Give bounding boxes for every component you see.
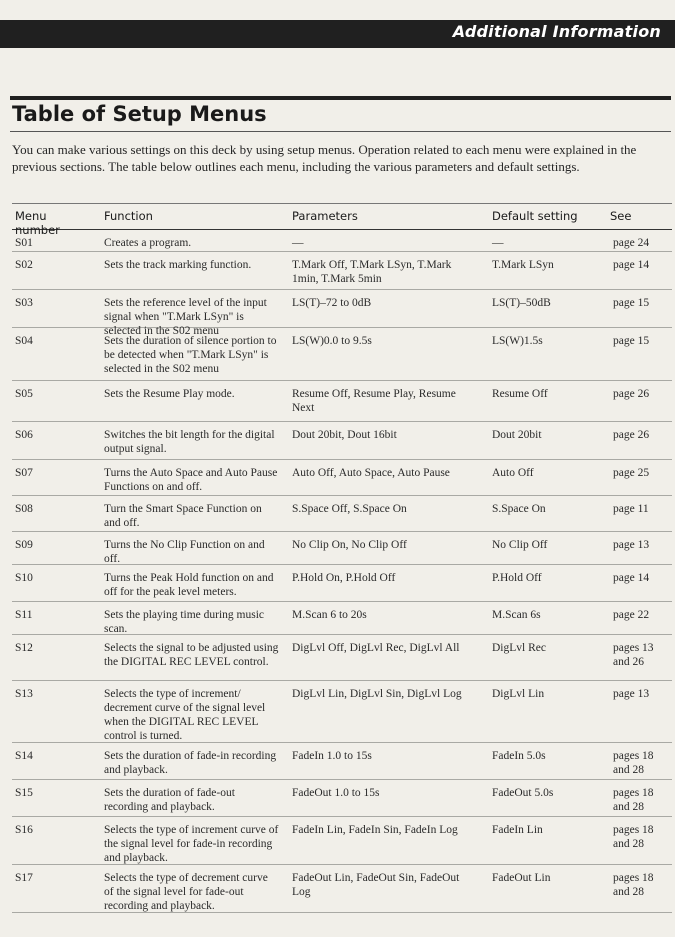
cell-default-setting: T.Mark LSyn	[492, 259, 554, 271]
cell-parameters: No Clip On, No Clip Off	[292, 539, 407, 551]
cell-parameters: Dout 20bit, Dout 16bit	[292, 429, 397, 441]
table-row	[12, 290, 672, 337]
cell-function: Sets the track marking function.	[104, 259, 252, 271]
table-row	[12, 328, 672, 381]
cell-function: Turns the Peak Hold function on and off for the peak level meters.	[104, 572, 274, 598]
table-row	[12, 252, 672, 290]
cell-default-setting: Dout 20bit	[492, 429, 542, 441]
cell-function: Sets the Resume Play mode.	[104, 388, 235, 400]
cell-parameters: FadeIn Lin, FadeIn Sin, FadeIn Log	[292, 824, 458, 836]
cell-default-setting: FadeIn Lin	[492, 824, 543, 836]
cell-default-setting: P.Hold Off	[492, 572, 542, 584]
section-title: Additional Information	[452, 22, 661, 41]
cell-default-setting: FadeOut 5.0s	[492, 787, 554, 799]
cell-default-setting: LS(W)1.5s	[492, 335, 543, 347]
table-row	[12, 532, 672, 565]
cell-parameters: DigLvl Off, DigLvl Rec, DigLvl All	[292, 642, 460, 654]
cell-menu-number: S07	[15, 467, 33, 479]
cell-default-setting: S.Space On	[492, 503, 546, 515]
cell-parameters: FadeIn 1.0 to 15s	[292, 750, 372, 762]
cell-menu-number: S14	[15, 750, 33, 762]
table-row	[12, 230, 672, 252]
cell-function: Selects the type of increment/ decrement curve of the signal level when the DIGITAL REC LEVEL control is turned.	[104, 688, 266, 742]
cell-function: Sets the duration of fade-in recording and playback.	[104, 750, 277, 776]
cell-menu-number: S05	[15, 388, 33, 400]
table-row	[12, 460, 672, 496]
title-rule	[10, 131, 671, 132]
cell-parameters: LS(T)–72 to 0dB	[292, 297, 372, 309]
cell-function: Sets the reference level of the input signal when "T.Mark LSyn" is selected in the S02 menu	[104, 297, 267, 337]
cell-see: page 26	[613, 388, 650, 400]
cell-function: Sets the duration of silence portion to be detected when "T.Mark LSyn" is selected in the S02 menu	[104, 335, 277, 375]
cell-parameters: FadeOut Lin, FadeOut Sin, FadeOut Log	[292, 872, 460, 898]
cell-default-setting: DigLvl Rec	[492, 642, 546, 654]
cell-menu-number: S17	[15, 872, 33, 884]
cell-menu-number: S08	[15, 503, 33, 515]
table-row	[12, 422, 672, 460]
table-row	[12, 602, 672, 635]
cell-see: pages 13 and 26	[613, 642, 654, 668]
cell-parameters: —	[292, 237, 304, 249]
top-rule	[10, 96, 671, 100]
cell-default-setting: DigLvl Lin	[492, 688, 545, 700]
cell-see: pages 18 and 28	[613, 787, 654, 813]
cell-parameters: M.Scan 6 to 20s	[292, 609, 367, 621]
page-title: Table of Setup Menus	[12, 102, 267, 126]
cell-default-setting: Auto Off	[492, 467, 534, 479]
cell-see: page 15	[613, 297, 650, 309]
cell-function: Sets the duration of fade-out recording and playback.	[104, 787, 235, 813]
header-parameters: Parameters	[292, 209, 358, 223]
cell-see: page 14	[613, 572, 650, 584]
cell-default-setting: FadeOut Lin	[492, 872, 551, 884]
cell-menu-number: S09	[15, 539, 33, 551]
cell-parameters: P.Hold On, P.Hold Off	[292, 572, 396, 584]
cell-menu-number: S06	[15, 429, 33, 441]
cell-default-setting: LS(T)–50dB	[492, 297, 551, 309]
table-row	[12, 743, 672, 780]
cell-see: page 11	[613, 503, 649, 515]
cell-function: Turns the No Clip Function on and off.	[104, 539, 265, 565]
cell-menu-number: S04	[15, 335, 33, 347]
cell-see: page 13	[613, 539, 650, 551]
cell-function: Selects the signal to be adjusted using the DIGITAL REC LEVEL control.	[104, 642, 279, 668]
cell-parameters: LS(W)0.0 to 9.5s	[292, 335, 372, 347]
setup-menu-table	[12, 203, 672, 913]
cell-function: Switches the bit length for the digital output signal.	[104, 429, 275, 455]
table-row	[12, 381, 672, 422]
cell-see: page 13	[613, 688, 650, 700]
cell-function: Selects the type of increment curve of the signal level for fade-in recording and playback.	[104, 824, 279, 864]
header-menu-number: Menu number	[15, 209, 60, 237]
cell-see: page 22	[613, 609, 650, 621]
table-row	[12, 780, 672, 817]
cell-see: page 14	[613, 259, 650, 271]
cell-menu-number: S15	[15, 787, 33, 799]
cell-default-setting: No Clip Off	[492, 539, 548, 551]
table-body	[12, 230, 672, 913]
cell-parameters: Auto Off, Auto Space, Auto Pause	[292, 467, 450, 479]
cell-function: Turns the Auto Space and Auto Pause Functions on and off.	[104, 467, 278, 493]
header-default-setting: Default setting	[492, 209, 578, 223]
cell-function: Turn the Smart Space Function on and off.	[104, 503, 262, 529]
cell-menu-number: S12	[15, 642, 33, 654]
cell-parameters: Resume Off, Resume Play, Resume Next	[292, 388, 456, 414]
cell-parameters: DigLvl Lin, DigLvl Sin, DigLvl Log	[292, 688, 462, 700]
cell-see: page 24	[613, 237, 650, 249]
cell-default-setting: FadeIn 5.0s	[492, 750, 546, 762]
cell-menu-number: S11	[15, 609, 33, 621]
cell-see: page 15	[613, 335, 650, 347]
table-row	[12, 496, 672, 532]
cell-default-setting: M.Scan 6s	[492, 609, 541, 621]
header-see: See	[610, 209, 632, 223]
header-function: Function	[104, 209, 153, 223]
table-row	[12, 635, 672, 681]
cell-see: pages 18 and 28	[613, 872, 654, 898]
cell-parameters: FadeOut 1.0 to 15s	[292, 787, 380, 799]
table-row	[12, 565, 672, 602]
cell-see: pages 18 and 28	[613, 750, 654, 776]
section-header-band	[0, 20, 675, 48]
cell-parameters: S.Space Off, S.Space On	[292, 503, 407, 515]
cell-see: page 26	[613, 429, 650, 441]
cell-default-setting: Resume Off	[492, 388, 548, 400]
cell-menu-number: S10	[15, 572, 33, 584]
cell-default-setting: —	[492, 237, 504, 249]
cell-function: Sets the playing time during music scan.	[104, 609, 265, 635]
intro-paragraph: You can make various settings on this deck by using setup menus. Operation related to each menu were explained in the previous sections. The table below outlines each menu, including the various parameters and default settings.	[12, 142, 637, 174]
cell-menu-number: S02	[15, 259, 33, 271]
cell-menu-number: S03	[15, 297, 33, 309]
table-header	[12, 203, 672, 237]
cell-see: pages 18 and 28	[613, 824, 654, 850]
cell-menu-number: S13	[15, 688, 33, 700]
cell-function: Selects the type of decrement curve of the signal level for fade-out recording and playback.	[104, 872, 268, 912]
cell-parameters: T.Mark Off, T.Mark LSyn, T.Mark 1min, T.Mark 5min	[292, 259, 452, 285]
table-row	[12, 865, 672, 913]
cell-menu-number: S01	[15, 237, 33, 249]
cell-function: Creates a program.	[104, 237, 192, 249]
cell-menu-number: S16	[15, 824, 33, 836]
table-row	[12, 681, 672, 743]
table-row	[12, 817, 672, 865]
cell-see: page 25	[613, 467, 650, 479]
